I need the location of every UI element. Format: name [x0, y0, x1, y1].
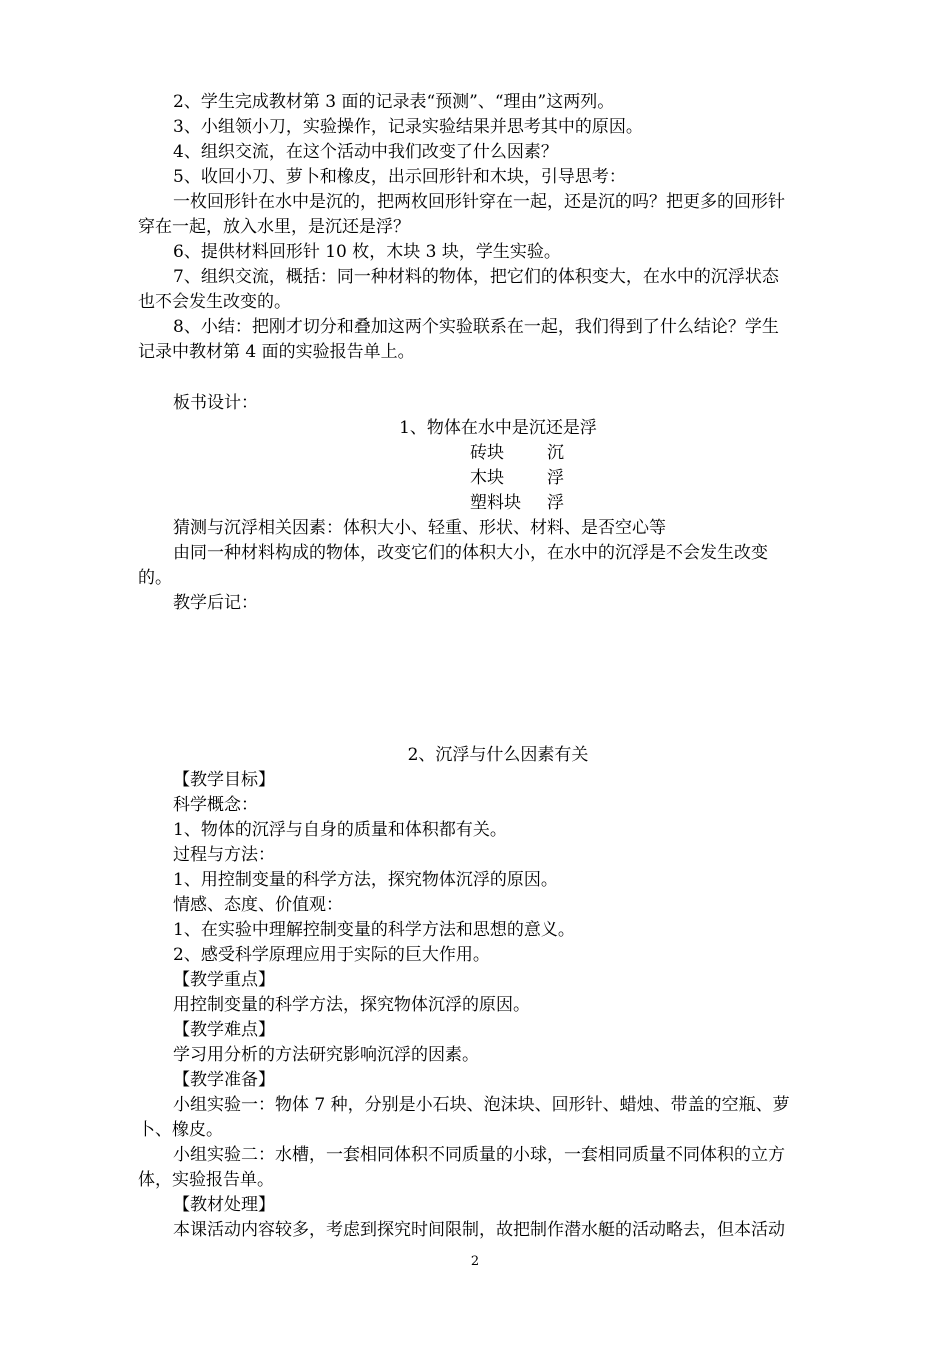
science-concept-label: 科学概念： [173, 795, 258, 815]
process-method-label: 过程与方法： [173, 845, 275, 865]
conclusion-line-1: 由同一种材料构成的物体，改变它们的体积大小，在水中的沉浮是不会发生改变 [173, 543, 768, 563]
board-row-object: 木块 [470, 468, 504, 488]
question-line-1: 一枚回形针在水中是沉的，把两枚回形针穿在一起，还是沉的吗？把更多的回形针 [173, 192, 785, 212]
material-handling-heading: 【教材处理】 [173, 1195, 275, 1215]
group-experiment-2-line-1: 小组实验二：水槽，一套相同体积不同质量的小球，一套相同质量不同体积的立方 [173, 1145, 785, 1165]
procedure-step-8-line-2: 记录中教材第 4 面的实验报告单上。 [138, 342, 415, 362]
procedure-step-3: 3、小组领小刀，实验操作，记录实验结果并思考其中的原因。 [173, 117, 643, 137]
key-points-heading: 【教学重点】 [173, 970, 275, 990]
procedure-step-7-line-1: 7、组织交流，概括：同一种材料的物体，把它们的体积变大，在水中的沉浮状态 [173, 267, 779, 287]
guess-factors: 猜测与沉浮相关因素：体积大小、轻重、形状、材料、是否空心等 [173, 518, 666, 538]
key-points-text: 用控制变量的科学方法，探究物体沉浮的原因。 [173, 995, 530, 1015]
board-row-object: 塑料块 [470, 493, 521, 513]
board-row-result: 浮 [547, 493, 564, 513]
board-design-label: 板书设计： [173, 393, 258, 413]
question-line-2: 穿在一起，放入水里，是沉还是浮？ [138, 217, 410, 237]
board-row-result: 浮 [547, 468, 564, 488]
group-experiment-1-line-1: 小组实验一：物体 7 种，分别是小石块、泡沫块、回形针、蜡烛、带盖的空瓶、萝 [173, 1095, 790, 1115]
group-experiment-1-line-2: 卜、橡皮。 [138, 1120, 223, 1140]
page-number: 2 [470, 1254, 480, 1269]
postscript-label: 教学后记： [173, 593, 258, 613]
procedure-step-8-line-1: 8、小结：把刚才切分和叠加这两个实验联系在一起，我们得到了什么结论？学生 [173, 317, 779, 337]
board-title: 1、物体在水中是沉还是浮 [399, 418, 597, 438]
board-row-object: 砖块 [470, 443, 504, 463]
lesson-2-title: 2、沉浮与什么因素有关 [407, 745, 589, 765]
material-handling-text: 本课活动内容较多，考虑到探究时间限制，故把制作潜水艇的活动略去，但本活动 [173, 1220, 785, 1240]
procedure-step-5: 5、收回小刀、萝卜和橡皮，出示回形针和木块，引导思考： [173, 167, 626, 187]
science-concept-item: 1、物体的沉浮与自身的质量和体积都有关。 [173, 820, 507, 840]
procedure-step-4: 4、组织交流，在这个活动中我们改变了什么因素？ [173, 142, 558, 162]
procedure-step-6: 6、提供材料回形针 10 枚，木块 3 块，学生实验。 [173, 242, 561, 262]
board-row-result: 沉 [547, 443, 564, 463]
conclusion-line-2: 的。 [138, 568, 172, 588]
difficulty-text: 学习用分析的方法研究影响沉浮的因素。 [173, 1045, 479, 1065]
difficulty-heading: 【教学难点】 [173, 1020, 275, 1040]
process-method-item: 1、用控制变量的科学方法，探究物体沉浮的原因。 [173, 870, 558, 890]
group-experiment-2-line-2: 体，实验报告单。 [138, 1170, 274, 1190]
procedure-step-7-line-2: 也不会发生改变的。 [138, 292, 291, 312]
attitude-values-label: 情感、态度、价值观： [173, 895, 343, 915]
attitude-item-1: 1、在实验中理解控制变量的科学方法和思想的意义。 [173, 920, 575, 940]
goals-heading: 【教学目标】 [173, 770, 275, 790]
attitude-item-2: 2、感受科学原理应用于实际的巨大作用。 [173, 945, 490, 965]
procedure-step-2: 2、学生完成教材第 3 面的记录表“预测”、“理由”这两列。 [173, 92, 615, 112]
preparation-heading: 【教学准备】 [173, 1070, 275, 1090]
